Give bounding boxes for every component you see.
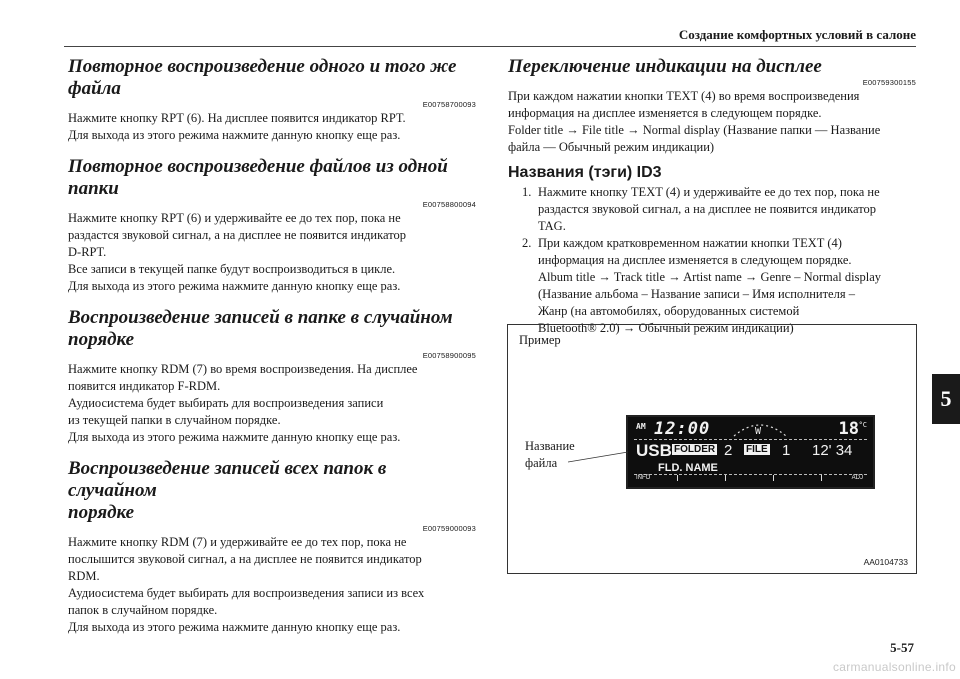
body-line: Нажмите кнопку RPT (6) и удерживайте ее до тех пор, пока не <box>68 211 401 225</box>
list-line: раздастся звуковой сигнал, а на дисплее не появится индикатор <box>538 202 876 216</box>
body-line: раздастся звуковой сигнал, а на дисплее не появится индикатор <box>68 228 406 242</box>
lcd-adj-label: ADJ <box>851 475 863 481</box>
body-line: При каждом нажатии кнопки TEXT (4) во время воспроизведения <box>508 89 860 103</box>
running-header: Создание комфортных условий в салоне <box>678 27 916 42</box>
list-line: Album title → Track title → Artist name → Genre – Normal display <box>538 270 882 284</box>
section-code: E00758900095 <box>422 351 476 360</box>
list-line: (Название альбома – Название записи – Имя исполнителя – <box>538 287 855 301</box>
lcd-clock: 12:00 <box>654 419 711 439</box>
figure-caption: Пример <box>519 333 561 347</box>
lcd-temperature: 18 <box>838 419 859 439</box>
section-title: Воспроизведение записей в папке в случайном порядке <box>68 307 453 350</box>
body-line: Folder title → File title → Normal display (Название папки — Название <box>508 123 881 137</box>
section-code: E00758800094 <box>422 200 476 209</box>
watermark: carmanualsonline.info <box>832 660 956 674</box>
section-display-switch <box>508 56 916 156</box>
chapter-tab: 5 <box>932 374 960 424</box>
body-line: Для выхода из этого режима нажмите данную кнопку еще раз. <box>68 430 401 444</box>
header-divider <box>64 46 916 47</box>
section-title-cont: порядке <box>68 502 135 523</box>
list-line: При каждом кратковременном нажатии кнопки TEXT (4) <box>538 236 842 250</box>
body-line: RDM. <box>68 569 100 583</box>
left-column <box>68 56 476 636</box>
list-item <box>508 235 916 337</box>
body-line: Нажмите кнопку RPT (6). На дисплее появится индикатор RPT. <box>68 111 406 125</box>
list-line: Bluetooth® 2.0) → Обычный режим индикации) <box>538 321 794 335</box>
body-line: Нажмите кнопку RDM (7) и удерживайте ее до тех пор, пока не <box>68 535 407 549</box>
body-line: из текущей папки в случайном порядке. <box>68 413 281 427</box>
section-code: E00759000093 <box>422 524 476 533</box>
section-repeat-folder <box>68 156 476 295</box>
body-line: появится индикатор F-RDM. <box>68 379 221 393</box>
lcd-source: USB <box>636 441 672 460</box>
body-line: папок в случайном порядке. <box>68 603 218 617</box>
list-number: 1. <box>522 185 532 199</box>
callout-line: Название <box>525 439 575 453</box>
section-random-folder <box>68 307 476 446</box>
lcd-track-time: 12' 34 <box>812 442 853 459</box>
svg-text:W: W <box>755 426 762 437</box>
body-line: Все записи в текущей папке будут воспроизводиться в цикле. <box>68 262 396 276</box>
right-column <box>508 56 916 337</box>
lcd-divider <box>634 439 867 440</box>
subsection-title: Названия (тэги) ID3 <box>508 164 662 181</box>
list-line: Нажмите кнопку TEXT (4) и удерживайте ее до тех пор, пока не <box>538 185 880 199</box>
page-number: 5-57 <box>890 640 914 655</box>
figure-code: AA0104733 <box>863 557 908 567</box>
body-line: Аудиосистема будет выбирать для воспроизведения записи из всех <box>68 586 425 600</box>
list-line: Жанр (на автомобилях, оборудованных системой <box>538 304 800 318</box>
lcd-file-tag: FILE <box>746 444 768 455</box>
section-repeat-file <box>68 56 476 144</box>
section-title: Переключение индикации на дисплее <box>508 56 822 77</box>
lcd-info-label: INFO <box>636 475 651 481</box>
section-title: Повторное воспроизведение одного и того же файла <box>68 56 457 99</box>
body-line: послышится звуковой сигнал, а на дисплее не появится индикатор <box>68 552 422 566</box>
section-title: Повторное воспроизведение файлов из одной папки <box>68 156 448 199</box>
section-id3-tags <box>508 164 916 337</box>
lcd-folder-name: FLD. NAME <box>658 462 718 474</box>
lcd-am-indicator: AM <box>636 422 646 431</box>
list-line: информация на дисплее изменяется в следующем порядке. <box>538 253 852 267</box>
section-random-all <box>68 458 476 636</box>
audio-lcd-display <box>626 415 875 489</box>
section-code: E00758700093 <box>422 100 476 109</box>
section-title: Воспроизведение записей всех папок в случайном <box>68 458 387 501</box>
body-line: D-RPT. <box>68 245 107 259</box>
body-line: Аудиосистема будет выбирать для воспроизведения записи <box>68 396 384 410</box>
body-line: Нажмите кнопку RDM (7) во время воспроизведения. На дисплее <box>68 362 418 376</box>
list-number: 2. <box>522 236 532 250</box>
lcd-track-number: 1 <box>782 442 791 459</box>
lcd-degree-unit: °C <box>858 421 867 429</box>
list-line: TAG. <box>538 219 566 233</box>
body-line: Для выхода из этого режима нажмите данную кнопку еще раз. <box>68 279 401 293</box>
lcd-tick-marks <box>654 475 845 482</box>
lcd-folder-tag: FOLDER <box>674 444 716 455</box>
callout-line-graphic <box>568 450 630 470</box>
callout-line: файла <box>525 456 558 470</box>
body-line: информация на дисплее изменяется в следующем порядке. <box>508 106 822 120</box>
body-line: Для выхода из этого режима нажмите данную кнопку еще раз. <box>68 128 401 142</box>
body-line: Для выхода из этого режима нажмите данную кнопку еще раз. <box>68 620 401 634</box>
section-code: E00759300155 <box>862 78 916 87</box>
example-figure <box>507 324 917 574</box>
body-line: файла — Обычный режим индикации) <box>508 140 715 154</box>
lcd-folder-number: 2 <box>724 442 733 459</box>
list-item <box>508 184 916 235</box>
fan-arc-icon <box>730 420 790 438</box>
